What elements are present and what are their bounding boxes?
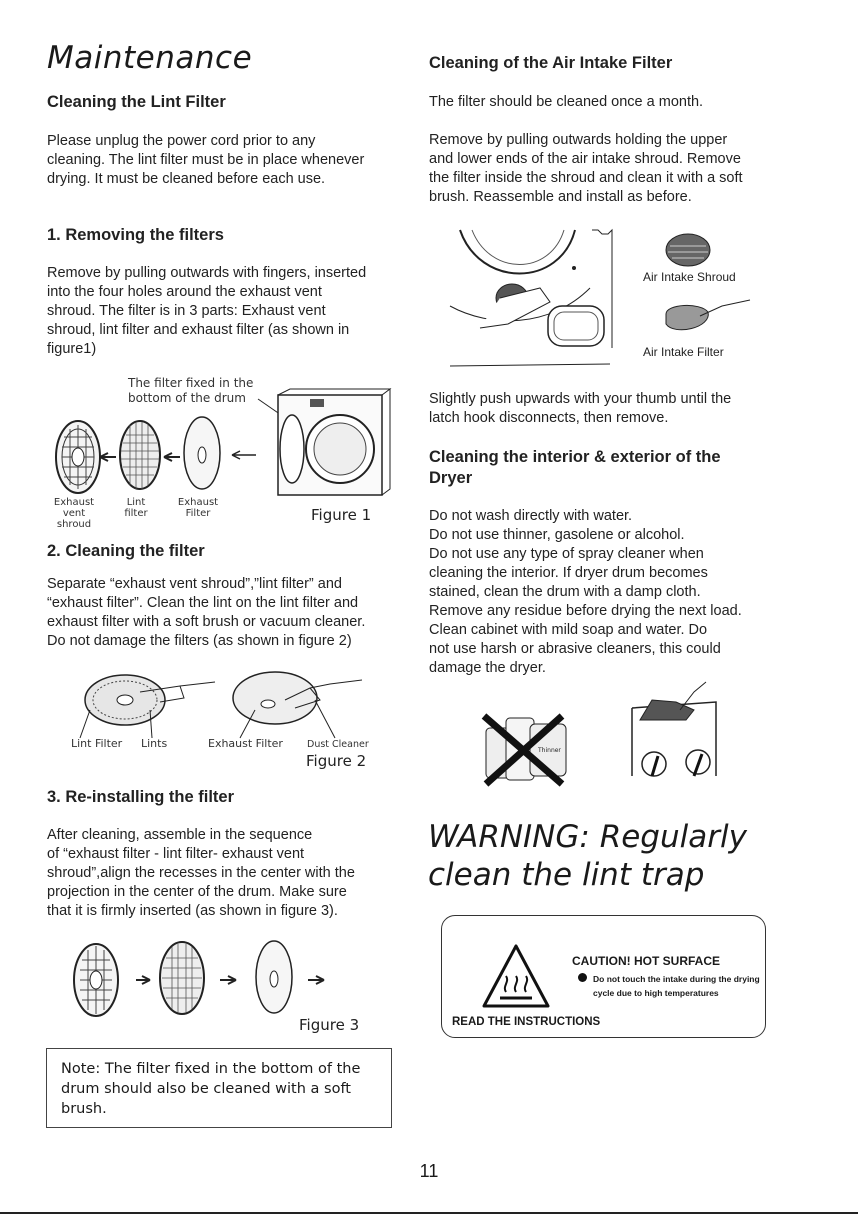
push-thumb-paragraph (429, 390, 731, 428)
interior-exterior-heading (429, 447, 721, 489)
lint-filter-cleaning (85, 675, 215, 725)
text-line: Do not use any type of spray cleaner when (429, 546, 704, 562)
warning-line: WARNING: Regularly (428, 819, 747, 855)
caution-line: Do not touch the intake during the drying (593, 974, 760, 984)
label-exhaust-vent-shroud (48, 497, 100, 530)
page-title: Maintenance (47, 40, 253, 76)
text-line: of “exhaust filter - lint filter- exhaust vent (47, 846, 305, 862)
hot-surface-warning-icon (482, 944, 550, 1010)
air-intake-heading: Cleaning of the Air Intake Filter (429, 54, 673, 72)
text-line: cleaning the interior. If dryer drum becomes (429, 565, 708, 581)
text-line: exhaust filter with a soft brush or vacuum cleaner. (47, 614, 366, 630)
text-line: Remove by pulling outwards with fingers, inserted (47, 265, 367, 281)
crossed-out-bottles (484, 716, 566, 784)
label-lint-filter-fig2: Lint Filter (71, 737, 123, 750)
figure-2-caption: Figure 2 (306, 752, 367, 770)
label-air-intake-shroud: Air Intake Shroud (643, 270, 736, 284)
label-line: filter (124, 508, 148, 519)
note-line: brush. (61, 1101, 107, 1117)
text-line: the filter inside the shroud and clean it with a soft (429, 170, 743, 186)
lint-filter-heading: Cleaning the Lint Filter (47, 93, 226, 111)
caution-bullet (593, 972, 760, 1000)
interior-exterior-paragraph (429, 507, 742, 678)
air-intake-shroud-part (666, 234, 710, 266)
note-line: drum should also be cleaned with a soft (61, 1081, 351, 1097)
air-intake-paragraph (429, 131, 743, 207)
bullet-icon (578, 973, 587, 982)
caution-line: cycle due to high temperatures (593, 988, 719, 998)
removing-filters-heading: 1. Removing the filters (47, 226, 224, 244)
label-lint-filter (118, 497, 154, 519)
text-line: damage the dryer. (429, 660, 546, 676)
figure-2-illustration (80, 670, 380, 740)
heading-line: Dryer (429, 469, 473, 487)
text-line: shroud”,align the recesses in the center with the (47, 865, 355, 881)
label-exhaust-filter-fig2: Exhaust Filter (208, 737, 283, 750)
figure-1-caption: Figure 1 (311, 506, 372, 524)
text-line: Remove by pulling outwards holding the upper (429, 132, 728, 148)
cleaning-illustration (480, 680, 730, 785)
note-line: Note: The ﬁlter ﬁxed in the bottom of the (61, 1061, 361, 1077)
caution-label (441, 915, 766, 1038)
text-line: figure1) (47, 341, 97, 357)
text-line: latch hook disconnects, then remove. (429, 410, 669, 426)
label-air-intake-filter: Air Intake Filter (643, 345, 724, 359)
text-line: stained, clean the drum with a damp cloth. (429, 584, 701, 600)
bottle-thinner-label: Thinner (538, 747, 561, 754)
lint-filter-paragraph (47, 132, 364, 189)
note-box (46, 1048, 392, 1128)
warning-line: clean the lint trap (428, 857, 705, 893)
cleaning-filter-paragraph (47, 575, 365, 651)
warning-heading (428, 818, 747, 894)
text-line: After cleaning, assemble in the sequence (47, 827, 313, 843)
cleaning-filter-heading: 2. Cleaning the filter (47, 542, 205, 560)
label-lints: Lints (141, 737, 168, 750)
text-line: drying. It must be cleaned before each use. (47, 171, 326, 187)
dryer-front-view (278, 389, 390, 495)
figure-1-illustration (40, 385, 400, 505)
dryer-back-view (450, 230, 612, 366)
text-line: Do not use thinner, gasolene or alcohol. (429, 527, 685, 543)
page-number: 11 (419, 1161, 439, 1181)
label-exhaust-filter (175, 497, 221, 519)
lint-filter-disc (120, 421, 160, 489)
label-line: Lint (126, 497, 146, 508)
exhaust-vent-shroud-disc (56, 421, 100, 493)
text-line: Separate “exhaust vent shroud”,”lint filter” and (47, 576, 342, 592)
removing-filters-paragraph (47, 264, 366, 359)
exhaust-filter-disc (256, 941, 292, 1013)
text-line: shroud. The filter is in 3 parts: Exhaust vent (47, 303, 326, 319)
label-line: vent shroud (56, 508, 92, 530)
air-intake-frequency: The filter should be cleaned once a month. (429, 94, 704, 110)
label-line: Exhaust (177, 497, 219, 508)
text-line: Please unplug the power cord prior to any (47, 133, 316, 149)
footer-divider (0, 1212, 858, 1214)
label-dust-cleaner: Dust Cleaner (307, 739, 369, 750)
heading-line: Cleaning the interior & exterior of the (429, 448, 721, 466)
text-line: Slightly push upwards with your thumb until the (429, 391, 732, 407)
text-line: that it is firmly inserted (as shown in figure 3). (47, 903, 338, 919)
exhaust-vent-shroud-disc (74, 944, 118, 1016)
figure-3-caption: Figure 3 (299, 1016, 360, 1034)
text-line: “exhaust filter”. Clean the lint on the lint filter and (47, 595, 359, 611)
exhaust-filter-disc (184, 417, 220, 489)
caution-title: CAUTION! HOT SURFACE (572, 954, 720, 968)
cleaning-cabinet-with-cloth (632, 682, 716, 776)
exhaust-filter-cleaning (233, 672, 362, 724)
text-line: projection in the center of the drum. Make sure (47, 884, 347, 900)
text-line: and lower ends of the air intake shroud. Remove (429, 151, 741, 167)
text-line: shroud, lint filter and exhaust filter (as shown in (47, 322, 350, 338)
text-line: brush. Reassemble and install as before. (429, 189, 692, 205)
lint-filter-disc (160, 942, 204, 1014)
air-intake-filter-part (666, 300, 750, 330)
text-line: cleaning. The lint filter must be in place whenever (47, 152, 365, 168)
text-line: into the four holes around the exhaust vent (47, 284, 322, 300)
text-line: Do not damage the filters (as shown in figure 2) (47, 633, 352, 649)
label-line: Exhaust (53, 497, 95, 508)
text-line: not use harsh or abrasive cleaners, this could (429, 641, 721, 657)
figure-3-illustration (70, 935, 340, 1020)
reinstalling-paragraph (47, 826, 355, 921)
text-line: Do not wash directly with water. (429, 508, 633, 524)
callout-line: The filter fixed in the (128, 376, 254, 390)
read-instructions: READ THE INSTRUCTIONS (452, 1016, 601, 1028)
text-line: Remove any residue before drying the next load. (429, 603, 742, 619)
reinstalling-heading: 3. Re-installing the filter (47, 788, 235, 806)
callout-line: bottom of the drum (128, 391, 246, 405)
label-line: Filter (185, 508, 211, 519)
text-line: Clean cabinet with mild soap and water. Do (429, 622, 708, 638)
